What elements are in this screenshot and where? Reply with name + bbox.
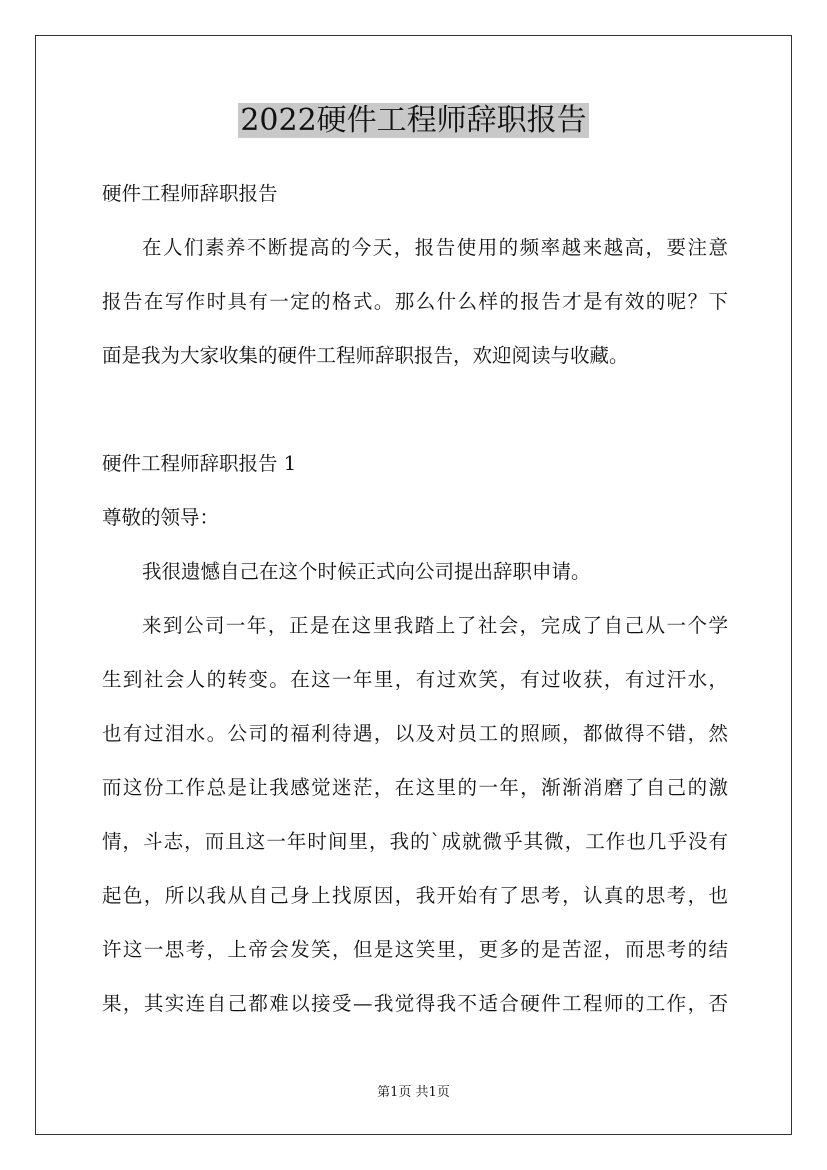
paragraph-line: 我很遗憾自己在这个时候正式向公司提出辞职申请。 bbox=[142, 560, 591, 583]
paragraph-line: 情，斗志，而且这一年时间里，我的`成就微乎其微，工作也几乎没有 bbox=[102, 830, 728, 853]
paragraph-line: 果，其实连自己都难以接受—我觉得我不适合硬件工程师的工作，否 bbox=[102, 992, 728, 1015]
paragraph-line: 在人们素养不断提高的今天，报告使用的频率越来越高，要注意 bbox=[142, 236, 728, 259]
page-footer: 第1页 共1页 bbox=[377, 1085, 450, 1100]
paragraph-line: 面是我为大家收集的硬件工程师辞职报告，欢迎阅读与收藏。 bbox=[102, 344, 629, 367]
section-heading: 硬件工程师辞职报告 1 bbox=[102, 452, 297, 475]
document-title: 2022硬件工程师辞职报告 bbox=[240, 103, 587, 138]
paragraph-line: 而这份工作总是让我感觉迷茫，在这里的一年，渐渐消磨了自己的激 bbox=[102, 776, 728, 799]
salutation: 尊敬的领导： bbox=[102, 506, 220, 529]
paragraph-line: 也有过泪水。公司的福利待遇，以及对员工的照顾，都做得不错，然 bbox=[102, 722, 728, 745]
intro-heading: 硬件工程师辞职报告 bbox=[102, 182, 278, 205]
paragraph-line: 报告在写作时具有一定的格式。那么什么样的报告才是有效的呢？下 bbox=[102, 290, 728, 313]
paragraph-line: 许这一思考，上帝会发笑，但是这笑里，更多的是苦涩，而思考的结 bbox=[102, 938, 728, 961]
paragraph-line: 起色，所以我从自己身上找原因，我开始有了思考，认真的思考，也 bbox=[102, 884, 728, 907]
paragraph-line: 生到社会人的转变。在这一年里，有过欢笑，有过收获，有过汗水， bbox=[102, 668, 728, 691]
paragraph-line: 来到公司一年，正是在这里我踏上了社会，完成了自己从一个学 bbox=[142, 614, 728, 637]
